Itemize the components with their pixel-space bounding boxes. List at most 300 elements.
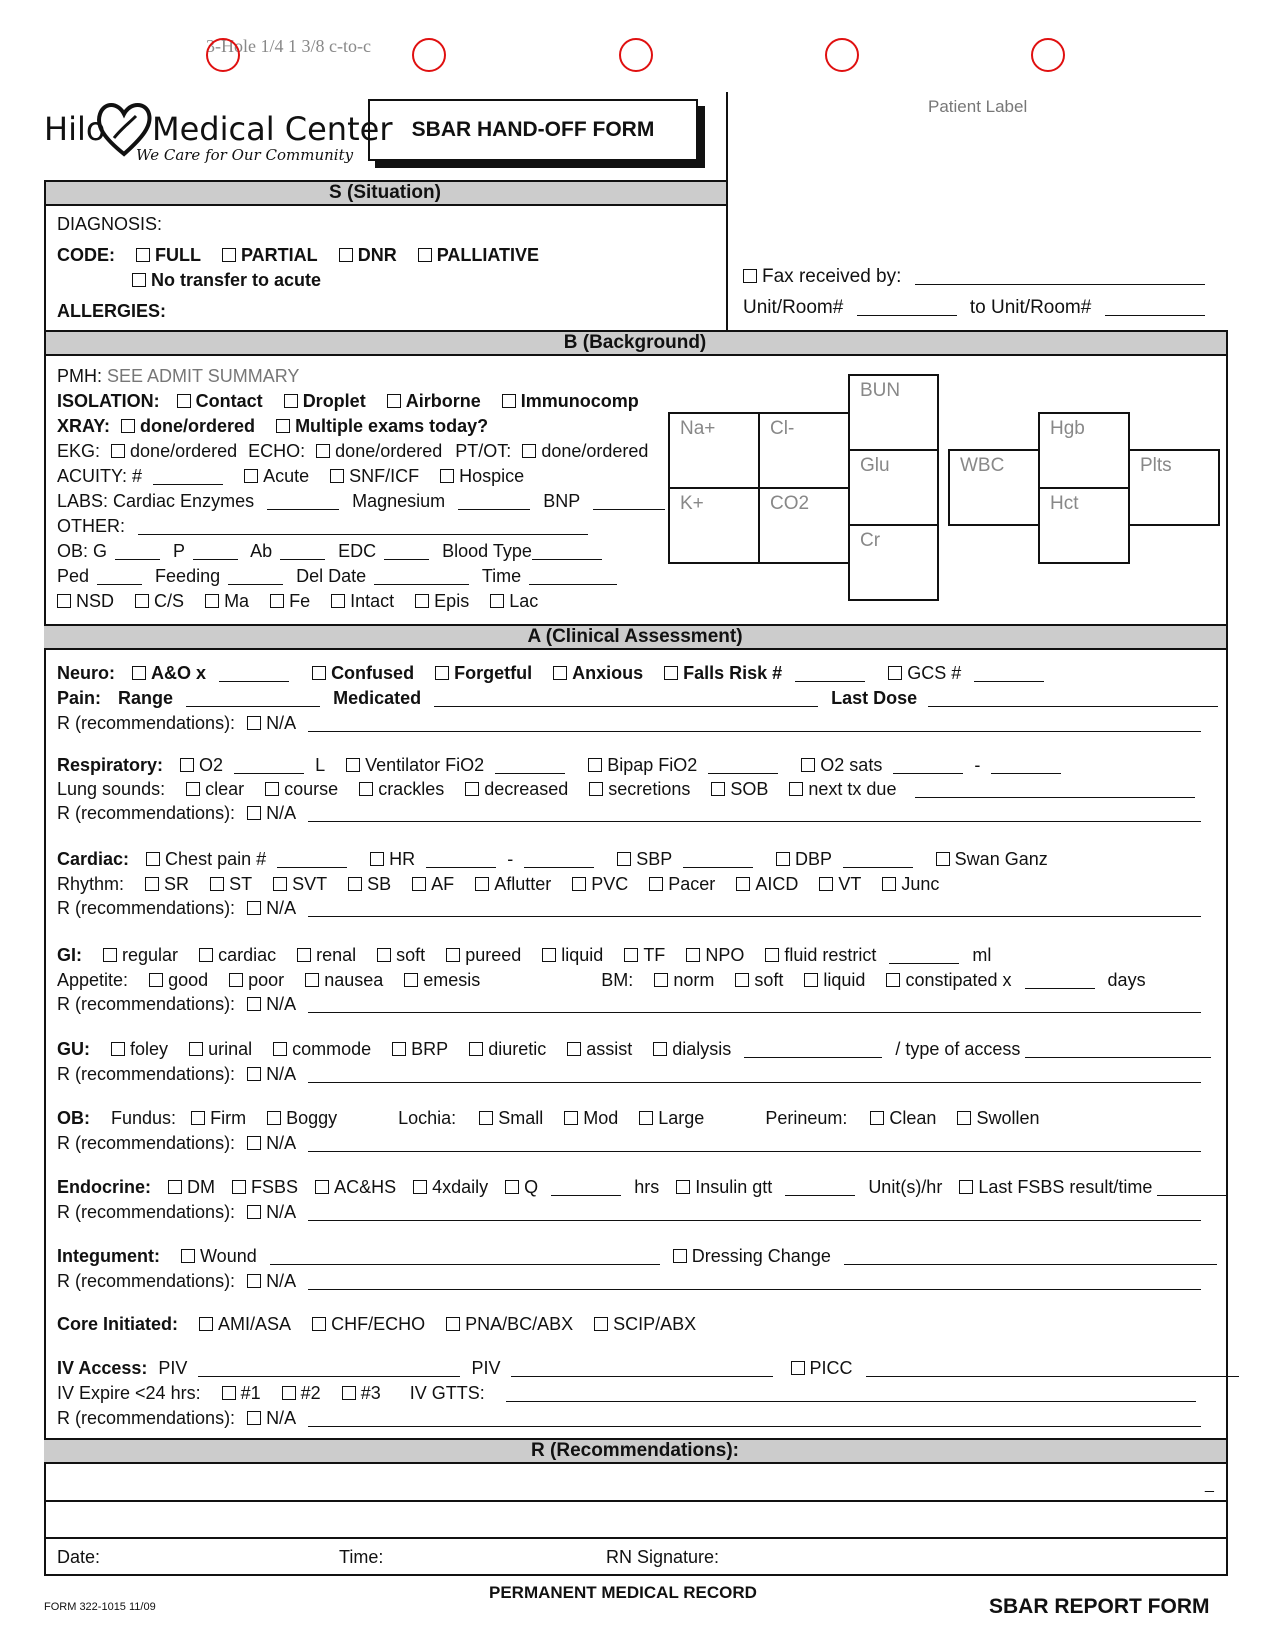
checkbox[interactable] — [205, 594, 219, 608]
checkbox[interactable] — [247, 806, 261, 820]
neuro-forgetful-option[interactable]: Forgetful — [435, 663, 532, 683]
recommendation-field[interactable] — [308, 715, 1201, 732]
fluid-restrict-field[interactable] — [889, 947, 959, 964]
endocrine-dm-option[interactable]: DM — [168, 1177, 215, 1197]
rhythm-aflutter-option[interactable]: Aflutter — [475, 874, 551, 894]
recommendation-line-2[interactable] — [44, 1537, 1228, 1539]
delivery-epis-option[interactable]: Epis — [415, 591, 469, 611]
na-option[interactable]: N/A — [247, 1408, 295, 1428]
checkbox[interactable] — [168, 1180, 182, 1194]
checkbox[interactable] — [736, 877, 750, 891]
gi-pureed-option[interactable]: pureed — [446, 945, 521, 965]
bipap-field[interactable] — [708, 757, 778, 774]
checkbox[interactable] — [765, 948, 779, 962]
last-fsbs-option[interactable]: Last FSBS result/time — [959, 1177, 1152, 1197]
chest-pain-field[interactable] — [277, 851, 347, 868]
checkbox[interactable] — [505, 1180, 519, 1194]
core-ami-option[interactable]: AMI/ASA — [199, 1314, 291, 1334]
checkbox[interactable] — [57, 594, 71, 608]
checkbox[interactable] — [297, 948, 311, 962]
recommendation-field[interactable] — [308, 900, 1201, 917]
neuro-falls-option[interactable]: Falls Risk # — [664, 663, 782, 683]
ob-edc-field[interactable] — [384, 543, 429, 560]
lung-secretions-option[interactable]: secretions — [589, 779, 690, 799]
checkbox[interactable] — [370, 852, 384, 866]
checkbox[interactable] — [446, 1317, 460, 1331]
neuro-ao-field[interactable] — [219, 665, 289, 682]
appetite-good-option[interactable]: good — [149, 970, 208, 990]
lung-sob-option[interactable]: SOB — [711, 779, 768, 799]
checkbox[interactable] — [270, 594, 284, 608]
checkbox[interactable] — [267, 1111, 281, 1125]
lab-hct-box[interactable]: Hct — [1038, 487, 1130, 564]
checkbox[interactable] — [312, 666, 326, 680]
rhythm-junc-option[interactable]: Junc — [882, 874, 939, 894]
na-option[interactable]: N/A — [247, 803, 295, 823]
checkbox[interactable] — [273, 877, 287, 891]
checkbox[interactable] — [446, 948, 460, 962]
checkbox[interactable] — [392, 1042, 406, 1056]
type-of-access-field[interactable] — [1025, 1041, 1211, 1058]
delivery-nsd-option[interactable]: NSD — [57, 591, 114, 611]
ob-p-field[interactable] — [193, 543, 238, 560]
code-palliative-option[interactable]: PALLIATIVE — [418, 245, 539, 265]
checkbox[interactable] — [888, 666, 902, 680]
lab-cl-box[interactable]: Cl- — [758, 412, 850, 489]
wound-field[interactable] — [270, 1248, 660, 1265]
o2-field[interactable] — [234, 757, 304, 774]
rhythm-st-option[interactable]: ST — [210, 874, 252, 894]
checkbox[interactable] — [348, 877, 362, 891]
checkbox[interactable] — [247, 1136, 261, 1150]
gi-cardiac-option[interactable]: cardiac — [199, 945, 276, 965]
dialysis-field[interactable] — [744, 1041, 882, 1058]
checkbox[interactable] — [936, 852, 950, 866]
piv-2-field[interactable] — [511, 1360, 773, 1377]
checkbox[interactable] — [624, 948, 638, 962]
acuity-snf-option[interactable]: SNF/ICF — [330, 466, 419, 486]
neuro-anxious-option[interactable]: Anxious — [553, 663, 643, 683]
sbp-field[interactable] — [683, 851, 753, 868]
code-full-option[interactable]: FULL — [136, 245, 201, 265]
vent-field[interactable] — [495, 757, 565, 774]
picc-option[interactable]: PICC — [791, 1358, 853, 1378]
insulin-gtt-field[interactable] — [785, 1179, 855, 1196]
checkbox[interactable] — [801, 758, 815, 772]
rhythm-svt-option[interactable]: SVT — [273, 874, 327, 894]
rhythm-af-option[interactable]: AF — [412, 874, 454, 894]
pain-medicated-field[interactable] — [434, 690, 818, 707]
recommendation-field[interactable] — [308, 1273, 1201, 1290]
delivery-intact-option[interactable]: Intact — [331, 591, 394, 611]
to-unit-room-field[interactable] — [1105, 299, 1205, 316]
appetite-emesis-option[interactable]: emesis — [404, 970, 480, 990]
checkbox[interactable] — [490, 594, 504, 608]
na-option[interactable]: N/A — [247, 1064, 295, 1084]
checkbox[interactable] — [232, 1180, 246, 1194]
time-field[interactable] — [529, 568, 617, 585]
checkbox[interactable] — [479, 1111, 493, 1125]
dbp-field[interactable] — [843, 851, 913, 868]
blood-type-field[interactable] — [532, 543, 602, 560]
checkbox[interactable] — [199, 1317, 213, 1331]
lab-plts-box[interactable]: Plts — [1128, 449, 1220, 526]
o2-sats-option[interactable]: O2 sats — [801, 755, 882, 775]
fax-field[interactable] — [915, 268, 1205, 285]
checkbox[interactable] — [440, 469, 454, 483]
lung-clear-option[interactable]: clear — [186, 779, 244, 799]
na-option[interactable]: N/A — [247, 713, 295, 733]
delivery-fe-option[interactable]: Fe — [270, 591, 310, 611]
hr-high-field[interactable] — [524, 851, 594, 868]
checkbox[interactable] — [649, 877, 663, 891]
checkbox[interactable] — [265, 782, 279, 796]
o2-sats-low-field[interactable] — [893, 757, 963, 774]
insulin-gtt-option[interactable]: Insulin gtt — [676, 1177, 772, 1197]
checkbox[interactable] — [244, 469, 258, 483]
checkbox[interactable] — [247, 901, 261, 915]
checkbox[interactable] — [282, 1386, 296, 1400]
appetite-nausea-option[interactable]: nausea — [305, 970, 383, 990]
checkbox[interactable] — [377, 948, 391, 962]
checkbox[interactable] — [247, 1274, 261, 1288]
checkbox[interactable] — [475, 877, 489, 891]
lab-glu-box[interactable]: Glu — [848, 449, 939, 526]
checkbox[interactable] — [189, 1042, 203, 1056]
delivery-cs-option[interactable]: C/S — [135, 591, 184, 611]
checkbox[interactable] — [135, 594, 149, 608]
checkbox[interactable] — [111, 444, 125, 458]
checkbox[interactable] — [146, 852, 160, 866]
appetite-poor-option[interactable]: poor — [229, 970, 284, 990]
rhythm-sr-option[interactable]: SR — [145, 874, 189, 894]
na-option[interactable]: N/A — [247, 994, 295, 1014]
gu-urinal-option[interactable]: urinal — [189, 1039, 252, 1059]
code-partial-option[interactable]: PARTIAL — [222, 245, 318, 265]
respiratory-recommendation-row: R (recommendations): N/A — [57, 803, 1201, 823]
checkbox[interactable] — [330, 469, 344, 483]
gi-npo-option[interactable]: NPO — [686, 945, 744, 965]
checkbox[interactable] — [273, 1042, 287, 1056]
lab-cr-box[interactable]: Cr — [848, 524, 939, 601]
recommendation-line-1[interactable] — [44, 1500, 1228, 1502]
ptot-option[interactable]: done/ordered — [522, 441, 648, 461]
checkbox[interactable] — [502, 394, 516, 408]
checkbox[interactable] — [617, 852, 631, 866]
gi-fluid-restrict-option[interactable]: fluid restrict — [765, 945, 876, 965]
checkbox[interactable] — [819, 877, 833, 891]
checkbox[interactable] — [567, 1042, 581, 1056]
checkbox[interactable] — [588, 758, 602, 772]
q-hours-field[interactable] — [551, 1179, 621, 1196]
checkbox[interactable] — [789, 782, 803, 796]
checkbox[interactable] — [469, 1042, 483, 1056]
checkbox[interactable] — [654, 973, 668, 987]
endocrine-4xdaily-option[interactable]: 4xdaily — [413, 1177, 488, 1197]
checkbox[interactable] — [210, 877, 224, 891]
perineum-swollen-option[interactable]: Swollen — [957, 1108, 1039, 1128]
checkbox[interactable] — [312, 1317, 326, 1331]
checkbox[interactable] — [711, 782, 725, 796]
picc-field[interactable] — [866, 1360, 1239, 1377]
checkbox[interactable] — [247, 716, 261, 730]
lab-wbc-box[interactable]: WBC — [948, 449, 1040, 526]
checkbox[interactable] — [959, 1180, 973, 1194]
bm-soft-option[interactable]: soft — [735, 970, 783, 990]
bnp-field[interactable] — [593, 493, 665, 510]
checkbox[interactable] — [553, 666, 567, 680]
other-field[interactable] — [138, 518, 588, 535]
checkbox[interactable] — [247, 997, 261, 1011]
swan-ganz-option[interactable]: Swan Ganz — [936, 849, 1048, 869]
gu-assist-option[interactable]: assist — [567, 1039, 632, 1059]
core-scip-option[interactable]: SCIP/ABX — [594, 1314, 696, 1334]
checkbox[interactable] — [121, 419, 135, 433]
na-option[interactable]: N/A — [247, 1133, 295, 1153]
lab-co2-box[interactable]: CO2 — [758, 487, 850, 564]
checkbox[interactable] — [247, 1411, 261, 1425]
checkbox[interactable] — [791, 1361, 805, 1375]
delivery-ma-option[interactable]: Ma — [205, 591, 249, 611]
endocrine-q-option[interactable]: Q — [505, 1177, 538, 1197]
recommendation-field[interactable] — [308, 1410, 1201, 1427]
checkbox[interactable] — [418, 248, 432, 262]
isolation-immunocomp-option[interactable]: Immunocomp — [502, 391, 639, 411]
checkbox[interactable] — [776, 852, 790, 866]
checkbox[interactable] — [111, 1042, 125, 1056]
rhythm-sb-option[interactable]: SB — [348, 874, 391, 894]
gi-tf-option[interactable]: TF — [624, 945, 665, 965]
piv-1-field[interactable] — [198, 1360, 460, 1377]
delivery-lac-option[interactable]: Lac — [490, 591, 538, 611]
acuity-hospice-option[interactable]: Hospice — [440, 466, 524, 486]
checkbox[interactable] — [199, 948, 213, 962]
pain-range-field[interactable] — [186, 690, 320, 707]
ob-g-field[interactable] — [115, 543, 160, 560]
checkbox[interactable] — [804, 973, 818, 987]
dressing-change-field[interactable] — [844, 1248, 1217, 1265]
checkbox[interactable] — [589, 782, 603, 796]
checkbox[interactable] — [103, 948, 117, 962]
checkbox[interactable] — [743, 269, 757, 283]
checkbox[interactable] — [247, 1205, 261, 1219]
lab-bun-box[interactable]: BUN — [848, 374, 939, 451]
no-transfer-option[interactable]: No transfer to acute — [132, 270, 321, 290]
o2-option[interactable]: O2 — [180, 755, 223, 775]
gi-regular-option[interactable]: regular — [103, 945, 178, 965]
dressing-change-option[interactable]: Dressing Change — [673, 1246, 831, 1266]
bipap-option[interactable]: Bipap FiO2 — [588, 755, 697, 775]
bm-liquid-option[interactable]: liquid — [804, 970, 865, 990]
endocrine-fsbs-option[interactable]: FSBS — [232, 1177, 298, 1197]
checkbox[interactable] — [346, 758, 360, 772]
core-pna-option[interactable]: PNA/BC/ABX — [446, 1314, 573, 1334]
checkbox[interactable] — [564, 1111, 578, 1125]
iv-expire-2-option[interactable]: #2 — [282, 1383, 321, 1403]
checkbox[interactable] — [676, 1180, 690, 1194]
checkbox[interactable] — [229, 973, 243, 987]
recommendation-field[interactable] — [308, 996, 1201, 1013]
gu-diuretic-option[interactable]: diuretic — [469, 1039, 546, 1059]
o2-sats-high-field[interactable] — [991, 757, 1061, 774]
checkbox[interactable] — [882, 877, 896, 891]
lochia-small-option[interactable]: Small — [479, 1108, 543, 1128]
neuro-confused-option[interactable]: Confused — [312, 663, 414, 683]
hr-low-field[interactable] — [426, 851, 496, 868]
checkbox[interactable] — [222, 1386, 236, 1400]
lung-course-option[interactable]: course — [265, 779, 338, 799]
lung-crackles-option[interactable]: crackles — [359, 779, 444, 799]
isolation-contact-option[interactable]: Contact — [177, 391, 263, 411]
isolation-airborne-option[interactable]: Airborne — [387, 391, 481, 411]
hr-option[interactable]: HR — [370, 849, 415, 869]
gu-commode-option[interactable]: commode — [273, 1039, 371, 1059]
checkbox[interactable] — [870, 1111, 884, 1125]
na-option[interactable]: N/A — [247, 1271, 295, 1291]
checkbox[interactable] — [957, 1111, 971, 1125]
checkbox[interactable] — [331, 594, 345, 608]
recommendation-field[interactable] — [308, 1066, 1201, 1083]
na-option[interactable]: N/A — [247, 898, 295, 918]
unit-room-field[interactable] — [857, 299, 957, 316]
checkbox[interactable] — [435, 666, 449, 680]
ekg-option[interactable]: done/ordered — [111, 441, 237, 461]
falls-field[interactable] — [795, 665, 865, 682]
recommendation-field[interactable] — [308, 1204, 1201, 1221]
acuity-acute-option[interactable]: Acute — [244, 466, 309, 486]
gu-dialysis-option[interactable]: dialysis — [653, 1039, 731, 1059]
iv-gtts-field[interactable] — [506, 1385, 1196, 1402]
checkbox[interactable] — [316, 444, 330, 458]
core-chf-option[interactable]: CHF/ECHO — [312, 1314, 425, 1334]
checkbox[interactable] — [413, 1180, 427, 1194]
checkbox[interactable] — [284, 394, 298, 408]
bm-constipated-option[interactable]: constipated x — [886, 970, 1011, 990]
checkbox[interactable] — [132, 666, 146, 680]
checkbox[interactable] — [522, 444, 536, 458]
iv-expire-1-option[interactable]: #1 — [222, 1383, 261, 1403]
checkbox[interactable] — [247, 1067, 261, 1081]
gi-liquid-option[interactable]: liquid — [542, 945, 603, 965]
checkbox[interactable] — [387, 394, 401, 408]
gi-renal-option[interactable]: renal — [297, 945, 356, 965]
cardiac-enzymes-field[interactable] — [267, 493, 339, 510]
endocrine-achs-option[interactable]: AC&HS — [315, 1177, 396, 1197]
checkbox[interactable] — [342, 1386, 356, 1400]
lung-decreased-option[interactable]: decreased — [465, 779, 568, 799]
lab-na-box[interactable]: Na+ — [668, 412, 760, 489]
gcs-field[interactable] — [974, 665, 1044, 682]
xray-multiple-option[interactable]: Multiple exams today? — [276, 416, 488, 436]
checkbox[interactable] — [305, 973, 319, 987]
checkbox[interactable] — [886, 973, 900, 987]
checkbox[interactable] — [276, 419, 290, 433]
checkbox[interactable] — [181, 1249, 195, 1263]
pmh-label: PMH: — [57, 366, 102, 386]
recommendation-field[interactable] — [308, 1135, 1201, 1152]
last-fsbs-field[interactable] — [1157, 1179, 1227, 1196]
wound-option[interactable]: Wound — [181, 1246, 257, 1266]
magnesium-field[interactable] — [458, 493, 530, 510]
checkbox[interactable] — [673, 1249, 687, 1263]
checkbox[interactable] — [639, 1111, 653, 1125]
dbp-option[interactable]: DBP — [776, 849, 832, 869]
pain-last-dose-field[interactable] — [928, 690, 1218, 707]
rhythm-pacer-option[interactable]: Pacer — [649, 874, 715, 894]
na-option[interactable]: N/A — [247, 1202, 295, 1222]
checkbox[interactable] — [542, 948, 556, 962]
fundus-boggy-option[interactable]: Boggy — [267, 1108, 337, 1128]
isolation-droplet-option[interactable]: Droplet — [284, 391, 366, 411]
lab-hgb-box[interactable]: Hgb — [1038, 412, 1130, 489]
gu-foley-option[interactable]: foley — [111, 1039, 168, 1059]
checkbox[interactable] — [735, 973, 749, 987]
neuro-gcs-option[interactable]: GCS # — [888, 663, 961, 683]
gu-brp-option[interactable]: BRP — [392, 1039, 448, 1059]
checkbox[interactable] — [594, 1317, 608, 1331]
rhythm-aicd-option[interactable]: AICD — [736, 874, 798, 894]
echo-option[interactable]: done/ordered — [316, 441, 442, 461]
checkbox[interactable] — [465, 782, 479, 796]
checkbox[interactable] — [686, 948, 700, 962]
checkbox[interactable] — [415, 594, 429, 608]
checkbox[interactable] — [149, 973, 163, 987]
lochia-mod-option[interactable]: Mod — [564, 1108, 618, 1128]
neuro-ao-option[interactable]: A&O x — [132, 663, 206, 683]
checkbox[interactable] — [412, 877, 426, 891]
code-dnr-option[interactable]: DNR — [339, 245, 397, 265]
lochia-large-option[interactable]: Large — [639, 1108, 704, 1128]
constipated-field[interactable] — [1025, 972, 1095, 989]
checkbox[interactable] — [315, 1180, 329, 1194]
checkbox[interactable] — [177, 394, 191, 408]
iv-expire-3-option[interactable]: #3 — [342, 1383, 381, 1403]
ob-ab-field[interactable] — [280, 543, 325, 560]
checkbox[interactable] — [404, 973, 418, 987]
ped-field[interactable] — [97, 568, 142, 585]
next-tx-field[interactable] — [915, 781, 1195, 798]
rhythm-pvc-option[interactable]: PVC — [572, 874, 628, 894]
checkbox[interactable] — [145, 877, 159, 891]
checkbox[interactable] — [186, 782, 200, 796]
checkbox[interactable] — [136, 248, 150, 262]
chest-pain-option[interactable]: Chest pain # — [146, 849, 266, 869]
checkbox[interactable] — [222, 248, 236, 262]
checkbox[interactable] — [180, 758, 194, 772]
xray-done-option[interactable]: done/ordered — [121, 416, 255, 436]
checkbox[interactable] — [664, 666, 678, 680]
checkbox[interactable] — [572, 877, 586, 891]
rhythm-vt-option[interactable]: VT — [819, 874, 861, 894]
checkbox[interactable] — [653, 1042, 667, 1056]
lab-k-box[interactable]: K+ — [668, 487, 760, 564]
bm-norm-option[interactable]: norm — [654, 970, 714, 990]
recommendation-field[interactable] — [308, 805, 1201, 822]
checkbox[interactable] — [132, 273, 146, 287]
fundus-firm-option[interactable]: Firm — [191, 1108, 246, 1128]
checkbox[interactable] — [339, 248, 353, 262]
checkbox[interactable] — [359, 782, 373, 796]
lung-next-tx-option[interactable]: next tx due — [789, 779, 896, 799]
del-date-field[interactable] — [374, 568, 469, 585]
acuity-field[interactable] — [153, 468, 223, 485]
checkbox[interactable] — [191, 1111, 205, 1125]
vent-option[interactable]: Ventilator FiO2 — [346, 755, 484, 775]
gi-soft-option[interactable]: soft — [377, 945, 425, 965]
feeding-field[interactable] — [228, 568, 283, 585]
perineum-clean-option[interactable]: Clean — [870, 1108, 936, 1128]
sbp-option[interactable]: SBP — [617, 849, 672, 869]
